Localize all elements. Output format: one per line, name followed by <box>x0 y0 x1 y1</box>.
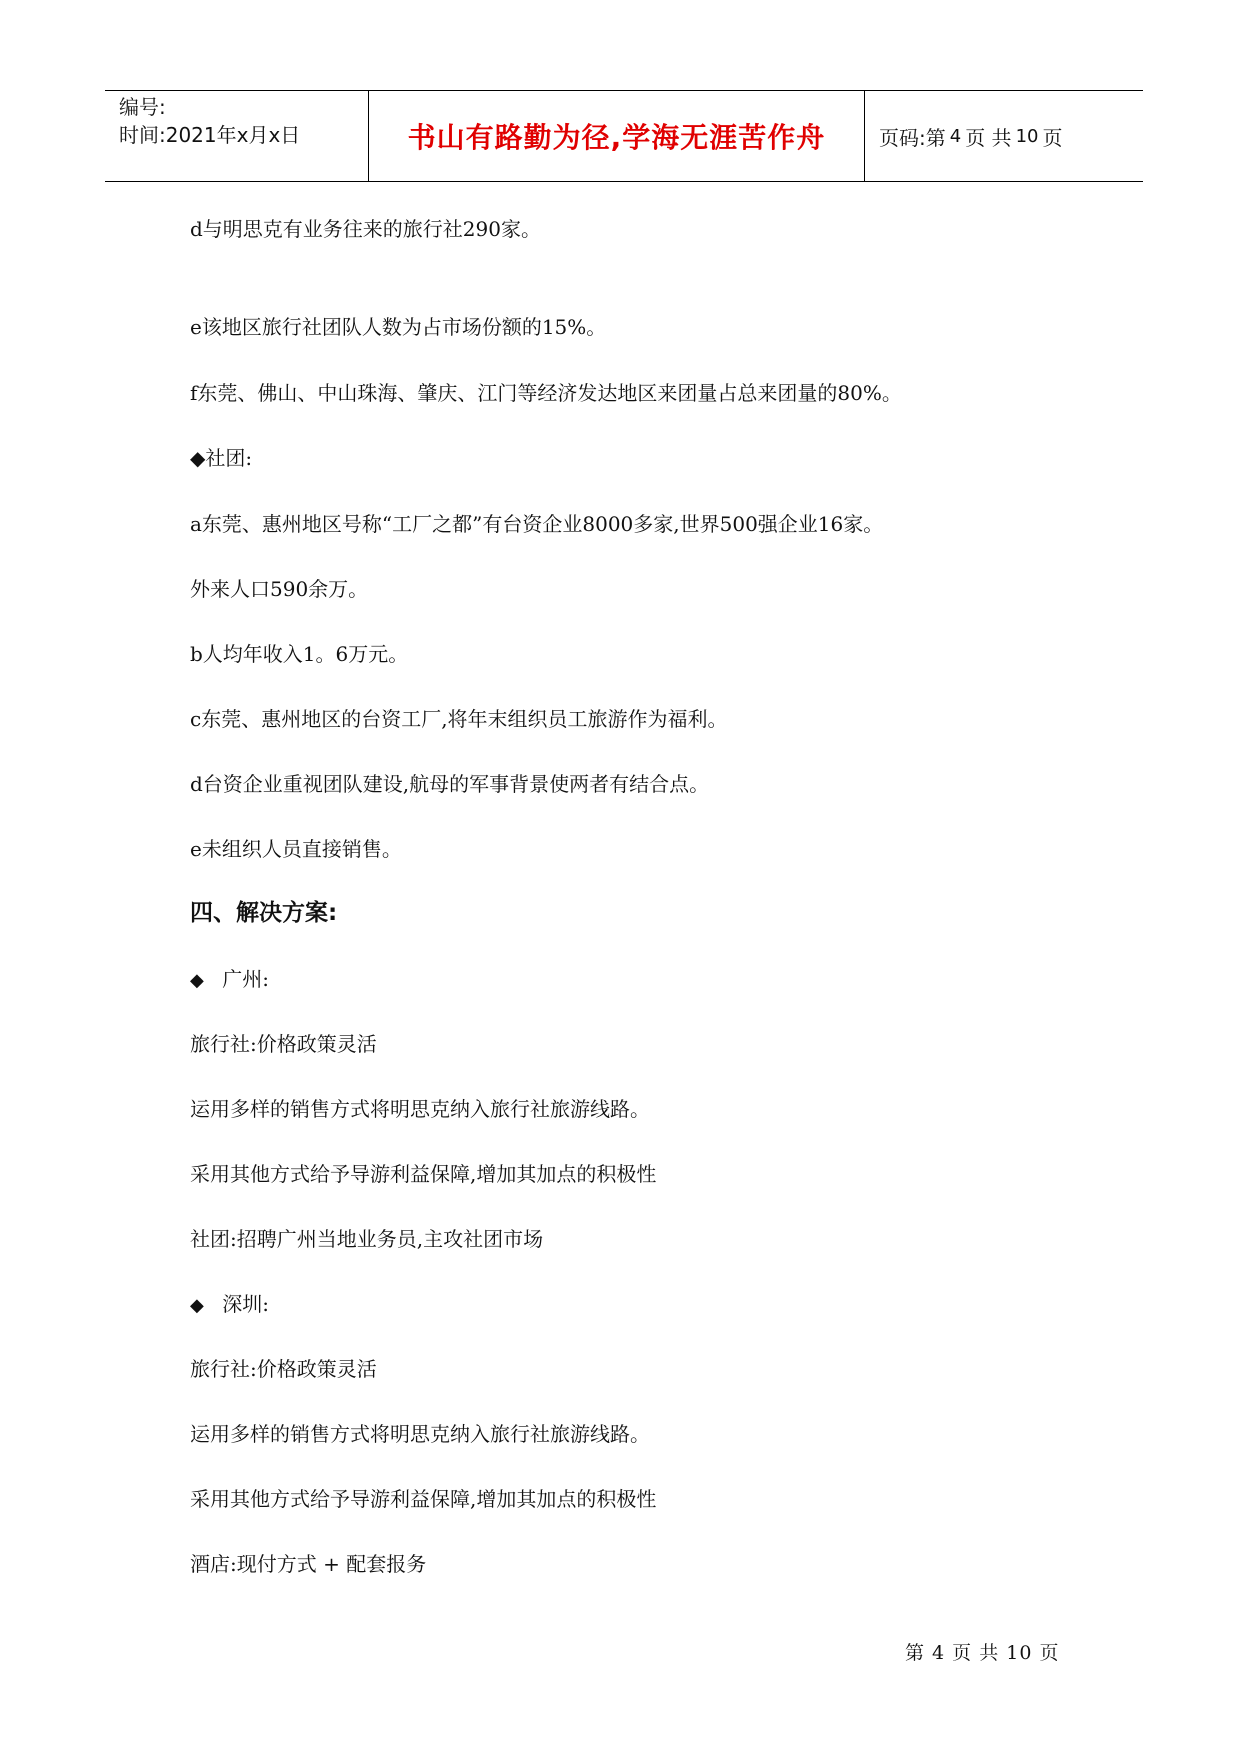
paragraph: f东莞、佛山、中山珠海、肇庆、江门等经济发达地区来团量占总来团量的80%。 <box>190 381 902 405</box>
paragraph: 采用其他方式给予导游利益保障,增加其加点的积极性 <box>190 1487 657 1511</box>
header-motto-cell <box>369 91 865 181</box>
city-name: 广州: <box>222 967 269 991</box>
paragraph: 旅行社:价格政策灵活 <box>190 1357 377 1381</box>
paragraph: 外来人口590余万。 <box>190 577 369 601</box>
paragraph: d与明思克有业务往来的旅行社290家。 <box>190 217 541 241</box>
paragraph: e该地区旅行社团队人数为占市场份额的15%。 <box>190 315 607 339</box>
paragraph: e未组织人员直接销售。 <box>190 837 402 861</box>
paragraph: c东莞、惠州地区的台资工厂,将年末组织员工旅游作为福利。 <box>190 707 728 731</box>
header-page-cell <box>865 91 1143 181</box>
page-prefix: 页码:第 <box>879 125 946 150</box>
city-label-guangzhou <box>190 966 269 994</box>
page-footer: 第 4 页 共 10 页 <box>905 1642 1060 1664</box>
document-header <box>105 90 1143 182</box>
paragraph: 运用多样的销售方式将明思克纳入旅行社旅游线路。 <box>190 1097 650 1121</box>
paragraph: 酒店:现付方式 + 配套报务 <box>190 1552 427 1576</box>
paragraph: b人均年收入1。6万元。 <box>190 642 409 666</box>
diamond-bullet-icon: ◆ <box>190 970 204 991</box>
paragraph: a东莞、惠州地区号称“工厂之都”有台资企业8000多家,世界500强企业16家。 <box>190 512 884 536</box>
time-label: 时间:2021年x月x日 <box>119 123 301 147</box>
paragraph: d台资企业重视团队建设,航母的军事背景使两者有结合点。 <box>190 772 710 796</box>
section-label-shetuan: ◆社团: <box>190 446 253 470</box>
page-current: 4 <box>949 125 962 147</box>
motto-text: 书山有路勤为径,学海无涯苦作舟 <box>407 121 826 154</box>
page-mid: 页 共 <box>965 125 1012 150</box>
paragraph: 旅行社:价格政策灵活 <box>190 1032 377 1056</box>
section-heading: 四、解决方案: <box>190 900 338 926</box>
page-suffix: 页 <box>1042 125 1063 150</box>
header-meta-cell <box>105 91 369 181</box>
city-label-shenzhen <box>190 1291 269 1319</box>
paragraph: 运用多样的销售方式将明思克纳入旅行社旅游线路。 <box>190 1422 650 1446</box>
paragraph: 社团:招聘广州当地业务员,主攻社团市场 <box>190 1227 544 1251</box>
paragraph: 采用其他方式给予导游利益保障,增加其加点的积极性 <box>190 1162 657 1186</box>
serial-number-label: 编号: <box>119 95 166 119</box>
page-total: 10 <box>1015 125 1039 147</box>
city-name: 深圳: <box>222 1292 269 1316</box>
diamond-bullet-icon: ◆ <box>190 1295 204 1316</box>
